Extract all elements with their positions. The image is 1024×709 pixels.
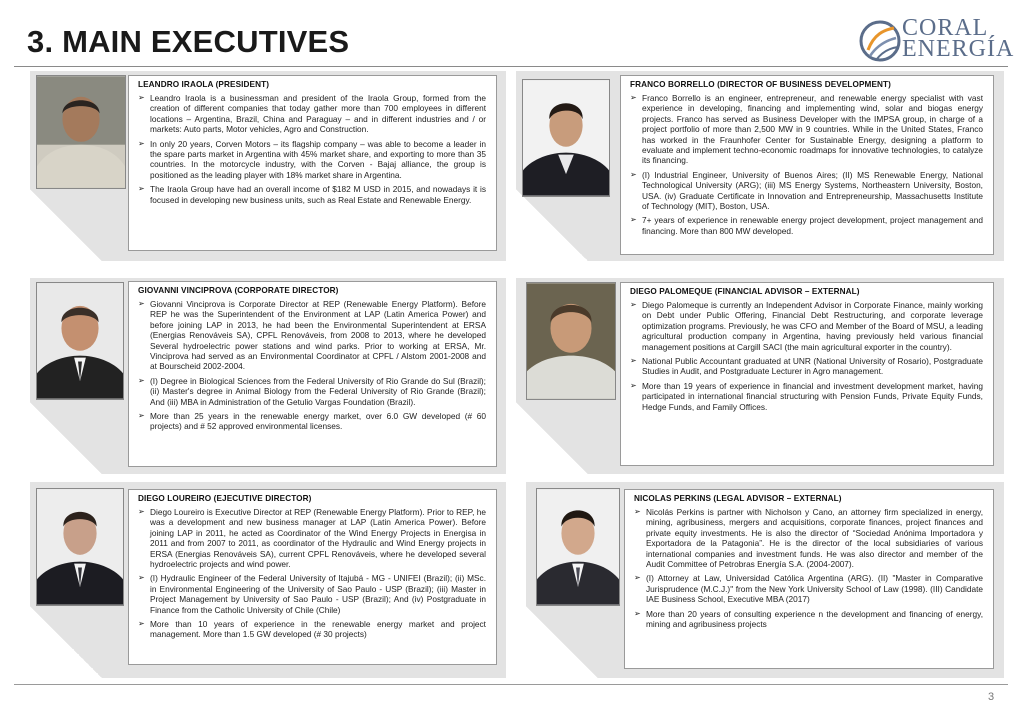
executive-card-palomeque xyxy=(516,278,1004,474)
page-number: 3 xyxy=(988,691,995,703)
executive-name: FRANCO BORRELLO (DIRECTOR OF BUSINESS DEVELOPMENT) xyxy=(630,80,891,89)
executive-card-borrello xyxy=(516,71,1004,261)
executive-photo-iraola xyxy=(36,75,126,189)
bio-bullet: ➢ More than 25 years in the renewable energy market, over 6.0 GW developed (# 60 projects) and # 52 approved environmental licenses. xyxy=(138,411,486,432)
bio-bullet: ➢ Diego Loureiro is Executive Director at REP (Renewable Energy Platform). Prior to REP, he was a development and new business manager at LAP (Latin America Power). Before joining LAP in 2011, he acted as Coordinator of the Wind Energy Projects in Energisa in 2011 and from 2007 to 2011, as coordinator of the Hydraulic and Wind Energy projects in ERSA (Energias Renováveis SA), current CPFL Renováveis, where he developed several hydroelectric projects and wind power. xyxy=(138,507,486,569)
executive-card-perkins xyxy=(526,482,1004,678)
executive-name: NICOLAS PERKINS (LEGAL ADVISOR – EXTERNAL) xyxy=(634,494,842,503)
person-photo-icon xyxy=(523,80,609,196)
bio-bullet: ➢ Leandro Iraola is a businessman and president of the Iraola Group, formed from the creation of different companies that today gather more than 700 employees in different locations – Argentina, Brazil, China and Paraguay – and in different industries and / or markets: Auto parts, Motor vehicles, Agro and Construction. xyxy=(138,93,486,135)
executive-photo-loureiro xyxy=(36,488,124,606)
bio-bullet: ➢ (I) Attorney at Law, Universidad Católica Argentina (ARG). (II) "Master in Comparative Jurisprudence (M.C.J.)" from the New York University School of Law (1998). (III) Candidate IAE Business School, Executive MBA (2017) xyxy=(634,573,983,604)
executive-name: LEANDRO IRAOLA (PRESIDENT) xyxy=(138,80,270,89)
executive-bio-loureiro xyxy=(128,489,497,665)
executive-photo-vinciprova xyxy=(36,282,124,400)
person-photo-icon xyxy=(37,283,123,399)
company-logo xyxy=(858,15,1015,66)
executive-name: DIEGO LOUREIRO (EJECUTIVE DIRECTOR) xyxy=(138,494,312,503)
bio-bullet: ➢ The Iraola Group have had an overall income of $182 M USD in 2015, and nowadays it is focused in developing new business units, such as Real Estate and Renewable Energy. xyxy=(138,184,486,205)
executive-photo-perkins xyxy=(536,488,620,606)
bio-bullet: ➢ 7+ years of experience in renewable energy project development, project management and financing. More than 800 MW developed. xyxy=(630,215,983,236)
executive-card-vinciprova xyxy=(30,278,506,474)
executive-photo-borrello xyxy=(522,79,610,197)
header-divider xyxy=(14,66,1008,67)
footer-divider xyxy=(14,684,1008,685)
logo-line-2: ENERGÍA xyxy=(902,36,1015,62)
executive-bio-perkins xyxy=(624,489,994,669)
person-photo-icon xyxy=(37,489,123,605)
bio-bullet: ➢ Diego Palomeque is currently an Independent Advisor in Corporate Finance, mainly working on Debt under Public Offering, Financial Debt Restructuring, and corporate leverage optimization programs. Previously, he was CFO and Member of the Board of MSU, a leading agricultural production company in Argentina, having previously held various financial management positions at Cargill SACI (the main agricultural exporter in the country). xyxy=(630,300,983,352)
bio-bullet: ➢ In only 20 years, Corven Motors – its flagship company – was able to become a leader in the spare parts market in Argentina with 45% market share, and exporting to more than 35 countries. In the motorcycle industry, with the Corven - Bajaj alliance, the group is positioned as the leading player with 18% market share in Argentina. xyxy=(138,139,486,181)
bio-bullet: ➢ Giovanni Vinciprova is Corporate Director at REP (Renewable Energy Platform). Before REP he was the Superintendent of the Environment at LAP (Latin America Power) and before joining LAP in 2013, he had been the Environmental Superintendent at ERSA (Energias Renováveis SA), CPFL Renováveis, from 2008 to 2013, where he developed Several hydroelectric power stations and wind parks. Prior to working at ERSA, Mr. Vinciprova had served as an Environmental Coordinator at CPFL / Alstom 2001-2008 and at Bourscheid 2002-2004. xyxy=(138,299,486,372)
executive-card-loureiro xyxy=(30,482,506,678)
executive-bio-iraola xyxy=(128,75,497,251)
executive-bio-palomeque xyxy=(620,282,994,466)
bio-bullet: ➢ Franco Borrello is an engineer, entrepreneur, and renewable energy specialist with vast experience in developing, financing and implementing wind, solar and biogas energy projects. Franco has served as Business Developer with the IMPSA group, in charge of a project portfolio of more than 2,500 MW in 9 countries. While in the United States, Franco has worked in the Fraunhofer Center for Sustainable Energy, designing a platform to evaluate and implement techno-economic roadmaps for innovative technologies, to catalyze its financing. xyxy=(630,93,983,166)
executive-name: DIEGO PALOMEQUE (FINANCIAL ADVISOR – EXTERNAL) xyxy=(630,287,860,296)
person-photo-icon xyxy=(37,76,125,188)
bio-bullet: ➢ More than 20 years of consulting experience n the development and financing of energy, mining and agribusiness projects xyxy=(634,609,983,630)
coral-energia-logo-icon xyxy=(858,16,902,66)
executive-photo-palomeque xyxy=(526,282,616,400)
bio-bullet: ➢ Nicolás Perkins is partner with Nicholson y Cano, an attorney firm specialized in energy, mining, agribusiness, mergers and acquisitions, corporate finances, project finances and private equity investments. He is also the director of “Sociedad Anónima Importadora y Exportadora de la Patagonia”. He is the director of the local subsidiaries of various international companies and investment funds. He was also director and member of the Audit Committee of Petrobras Energía S.A. (2004-2007). xyxy=(634,507,983,569)
bio-bullet: ➢ National Public Accountant graduated at UNR (National University of Rosario), Postgraduate Studies in Audit, and Postgraduate Lecturer in Agro management. xyxy=(630,356,983,377)
bio-bullet: ➢ More than 19 years of experience in financial and investment development market, having participated in international financial structuring with Pension Funds, Private Equity Funds, Hedge Funds, and Family Offices. xyxy=(630,381,983,412)
executive-bio-vinciprova xyxy=(128,281,497,467)
bio-bullet: ➢ (I) Industrial Engineer, University of Buenos Aires; (II) MS Renewable Energy, National Technological University (ARG); (iii) MS Energy Systems, Northeastern University, Boston, USA. (iv) Graduate Certificate in Innovation and Entrepreneurship, Massachusetts Institute of Technology (MIT), Boston, USA. xyxy=(630,170,983,212)
executive-card-iraola xyxy=(30,71,506,261)
logo-line-1: CORAL xyxy=(902,15,989,41)
executive-name: GIOVANNI VINCIPROVA (CORPORATE DIRECTOR) xyxy=(138,286,339,295)
bio-bullet: ➢ (I) Hydraulic Engineer of the Federal University of Itajubá - MG - UNIFEI (Brazil); (ii) MSc. in Environmental Engineering of the University of Sao Paulo - USP (Brazil); (iii) Master in Project Management by University of Sao Paulo - USP (Brazil); And (iv) Postgraduate in Finance from the Catholic University of Chile (Chile) xyxy=(138,573,486,615)
person-photo-icon xyxy=(537,489,619,605)
bio-bullet: ➢ More than 10 years of experience in the renewable energy market and project management. More than 1.5 GW developed (# 30 projects) xyxy=(138,619,486,640)
bio-bullet: ➢ (I) Degree in Biological Sciences from the Federal University of Rio Grande do Sul (Brazil); (ii) Master's degree in Animal Biology from the Federal University of Rio Grande (Brazil); And (iii) MBA in Administration of the Getulio Vargas Foundation (Brazil). xyxy=(138,376,486,407)
person-photo-icon xyxy=(527,283,615,399)
logo-wordmark xyxy=(902,15,1015,62)
executive-bio-borrello xyxy=(620,75,994,255)
page-title: 3. MAIN EXECUTIVES xyxy=(27,24,350,59)
